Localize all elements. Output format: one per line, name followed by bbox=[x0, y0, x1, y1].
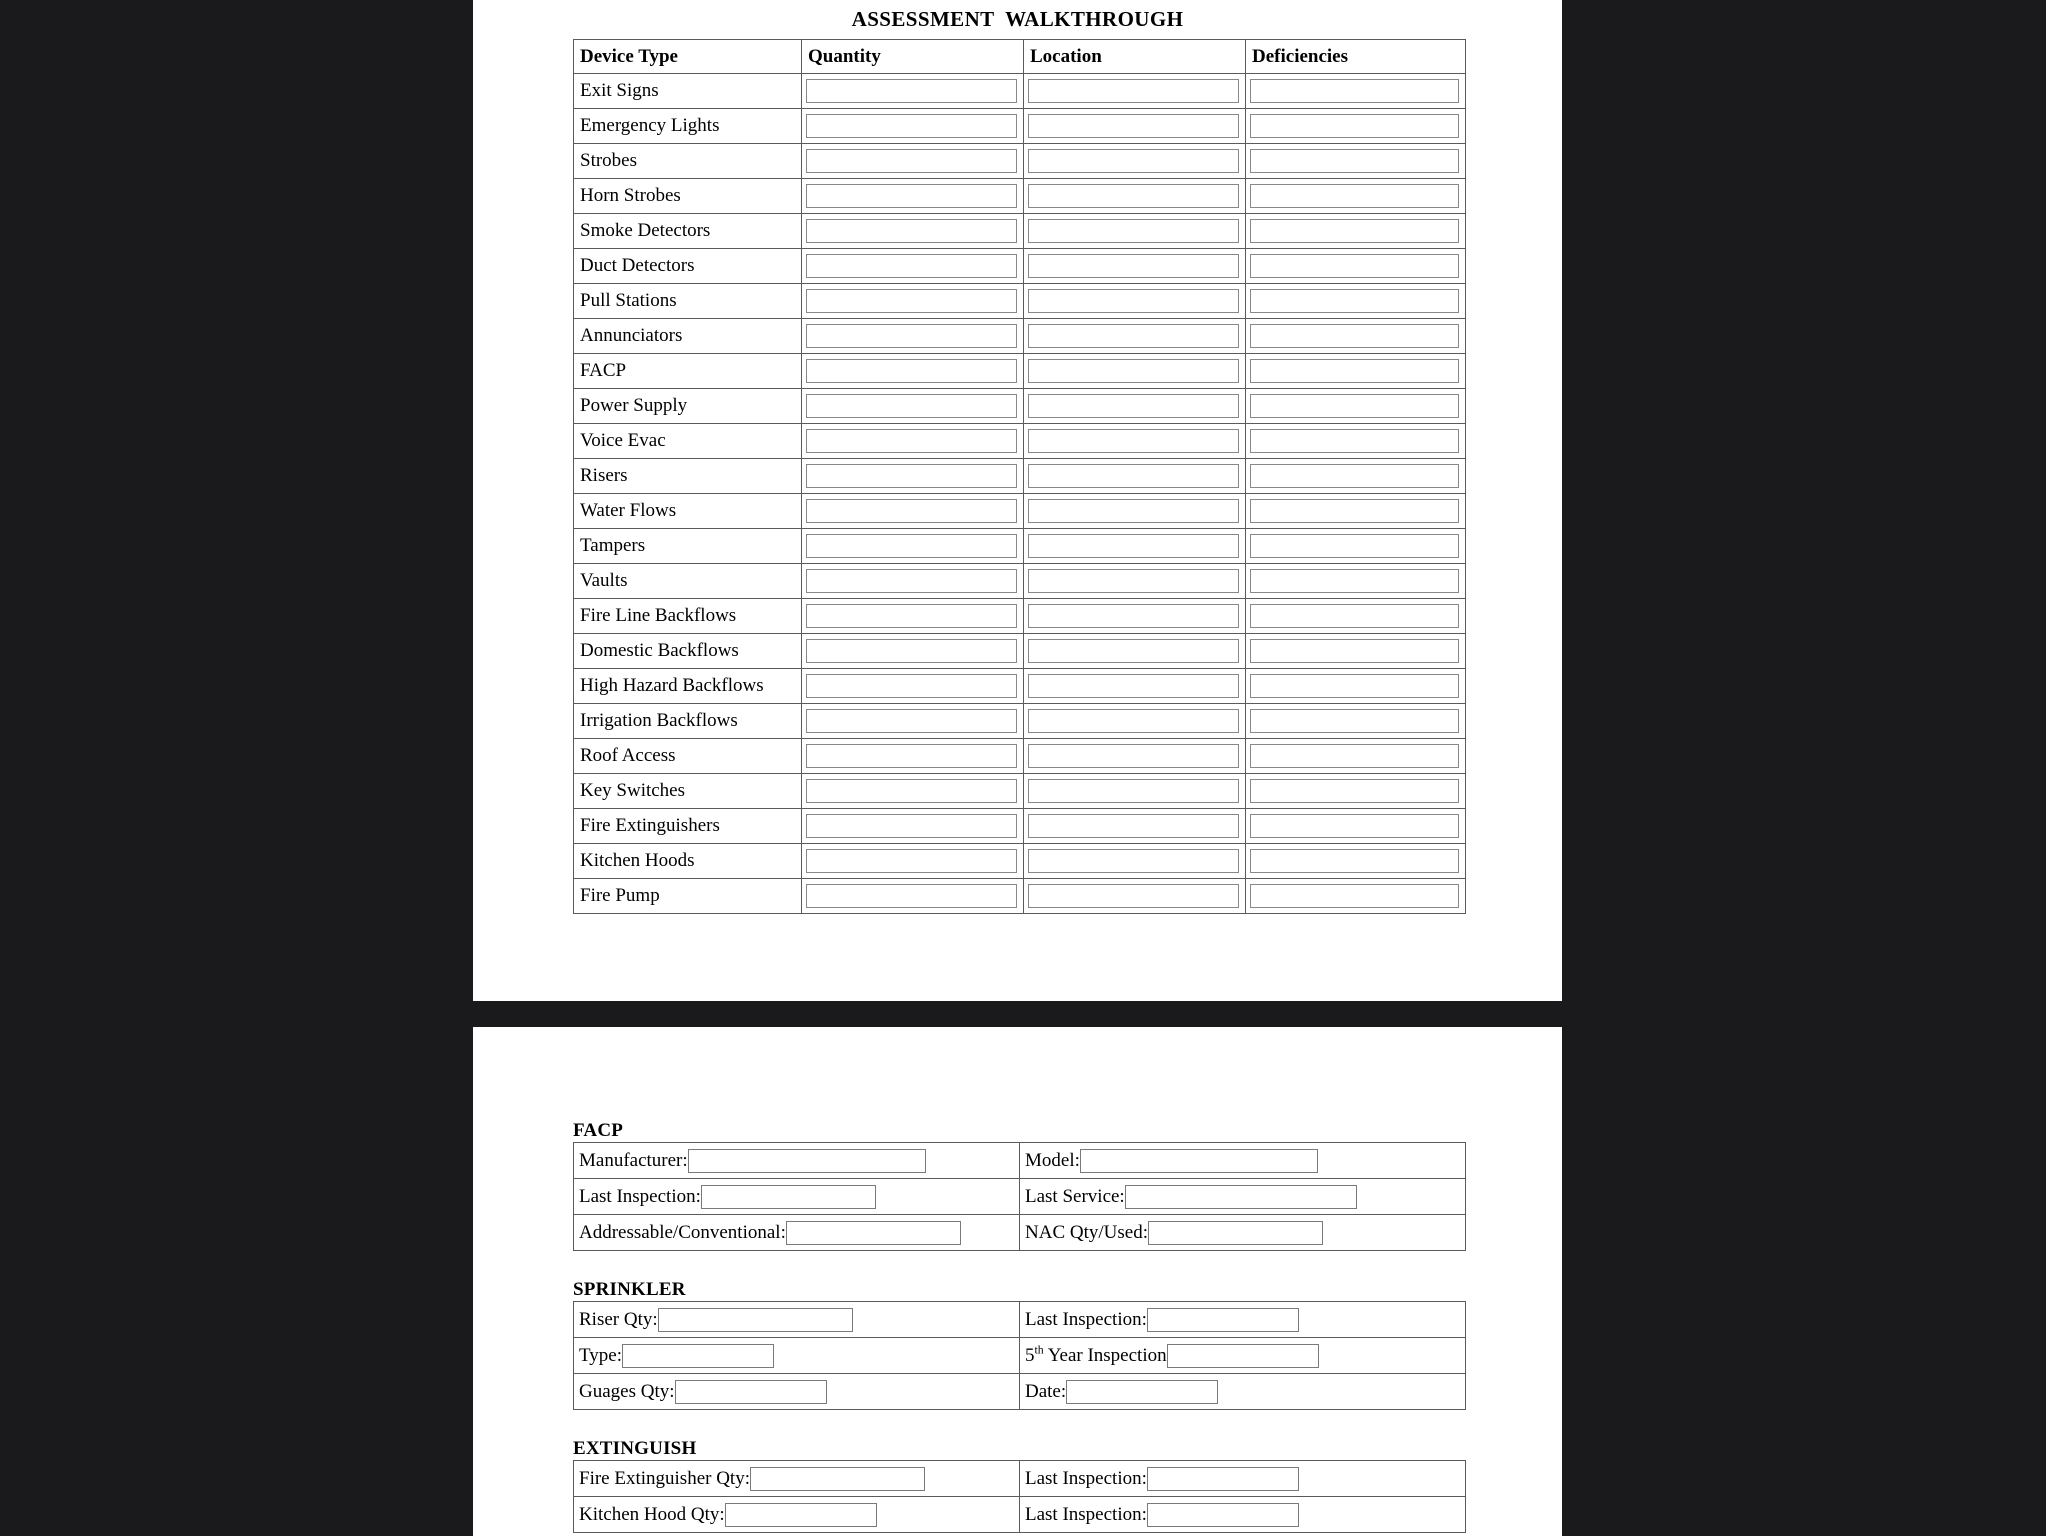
location-cell bbox=[1024, 669, 1246, 704]
deficiencies-input[interactable] bbox=[1250, 674, 1459, 698]
deficiencies-cell bbox=[1246, 249, 1466, 284]
deficiencies-input[interactable] bbox=[1250, 359, 1459, 383]
location-input[interactable] bbox=[1028, 79, 1239, 103]
quantity-input[interactable] bbox=[806, 744, 1017, 768]
location-cell bbox=[1024, 494, 1246, 529]
deficiencies-cell bbox=[1246, 354, 1466, 389]
deficiencies-cell bbox=[1246, 634, 1466, 669]
field-label: Last Inspection: bbox=[1025, 1309, 1147, 1330]
table-row bbox=[574, 704, 1466, 739]
quantity-cell bbox=[802, 424, 1024, 459]
deficiencies-input[interactable] bbox=[1250, 254, 1459, 278]
quantity-cell bbox=[802, 564, 1024, 599]
quantity-input[interactable] bbox=[806, 429, 1017, 453]
quantity-cell bbox=[802, 669, 1024, 704]
quantity-input[interactable] bbox=[806, 569, 1017, 593]
location-input[interactable] bbox=[1028, 674, 1239, 698]
location-input[interactable] bbox=[1028, 114, 1239, 138]
deficiencies-cell bbox=[1246, 704, 1466, 739]
location-cell bbox=[1024, 459, 1246, 494]
deficiencies-input[interactable] bbox=[1250, 184, 1459, 208]
table-row bbox=[574, 459, 1466, 494]
table-row bbox=[574, 179, 1466, 214]
location-cell bbox=[1024, 774, 1246, 809]
location-cell bbox=[1024, 214, 1246, 249]
quantity-cell bbox=[802, 879, 1024, 914]
page-2 bbox=[473, 1027, 1562, 1536]
deficiencies-input[interactable] bbox=[1250, 219, 1459, 243]
field-label: Last Inspection: bbox=[1025, 1468, 1147, 1489]
quantity-cell bbox=[802, 704, 1024, 739]
deficiencies-cell bbox=[1246, 214, 1466, 249]
deficiencies-cell bbox=[1246, 494, 1466, 529]
quantity-input[interactable] bbox=[806, 639, 1017, 663]
location-cell bbox=[1024, 809, 1246, 844]
deficiencies-cell bbox=[1246, 424, 1466, 459]
location-input[interactable] bbox=[1028, 884, 1239, 908]
column-header-device-type: Device Type bbox=[574, 40, 802, 74]
deficiencies-cell bbox=[1246, 529, 1466, 564]
location-input[interactable] bbox=[1028, 254, 1239, 278]
field-input[interactable] bbox=[622, 1344, 774, 1368]
deficiencies-input[interactable] bbox=[1250, 394, 1459, 418]
quantity-input[interactable] bbox=[806, 324, 1017, 348]
form-row bbox=[574, 1497, 1466, 1533]
quantity-cell bbox=[802, 144, 1024, 179]
quantity-cell bbox=[802, 214, 1024, 249]
location-cell bbox=[1024, 74, 1246, 109]
quantity-cell bbox=[802, 529, 1024, 564]
location-input[interactable] bbox=[1028, 464, 1239, 488]
quantity-input[interactable] bbox=[806, 79, 1017, 103]
form-cell-right bbox=[1020, 1461, 1466, 1497]
deficiencies-input[interactable] bbox=[1250, 604, 1459, 628]
form-cell-right bbox=[1020, 1179, 1466, 1215]
device-type-label: Kitchen Hoods bbox=[574, 844, 802, 879]
field-input[interactable] bbox=[688, 1149, 926, 1173]
quantity-input[interactable] bbox=[806, 114, 1017, 138]
form-cell-left bbox=[574, 1497, 1020, 1533]
field-label: Riser Qty: bbox=[579, 1309, 658, 1330]
form-cell-right bbox=[1020, 1374, 1466, 1410]
form-cell-right bbox=[1020, 1302, 1466, 1338]
page-title: ASSESSMENT WALKTHROUGH bbox=[851, 7, 1184, 31]
deficiencies-cell bbox=[1246, 809, 1466, 844]
location-cell bbox=[1024, 599, 1246, 634]
device-type-label: Irrigation Backflows bbox=[574, 704, 802, 739]
deficiencies-cell bbox=[1246, 879, 1466, 914]
deficiencies-input[interactable] bbox=[1250, 464, 1459, 488]
device-type-label: Annunciators bbox=[574, 319, 802, 354]
device-type-label: Exit Signs bbox=[574, 74, 802, 109]
page-1 bbox=[473, 0, 1562, 1001]
device-type-label: Pull Stations bbox=[574, 284, 802, 319]
table-row bbox=[574, 284, 1466, 319]
location-input[interactable] bbox=[1028, 709, 1239, 733]
location-cell bbox=[1024, 319, 1246, 354]
field-input[interactable] bbox=[701, 1185, 876, 1209]
location-cell bbox=[1024, 529, 1246, 564]
table-row bbox=[574, 74, 1466, 109]
device-type-label: Key Switches bbox=[574, 774, 802, 809]
location-input[interactable] bbox=[1028, 219, 1239, 243]
deficiencies-cell bbox=[1246, 109, 1466, 144]
table-row bbox=[574, 809, 1466, 844]
deficiencies-input[interactable] bbox=[1250, 709, 1459, 733]
form-cell-right bbox=[1020, 1497, 1466, 1533]
table-row bbox=[574, 389, 1466, 424]
location-cell bbox=[1024, 739, 1246, 774]
quantity-cell bbox=[802, 774, 1024, 809]
location-cell bbox=[1024, 284, 1246, 319]
deficiencies-cell bbox=[1246, 599, 1466, 634]
quantity-input[interactable] bbox=[806, 359, 1017, 383]
extinguish-table-body bbox=[574, 1461, 1466, 1533]
location-cell bbox=[1024, 704, 1246, 739]
table-row bbox=[574, 214, 1466, 249]
deficiencies-input[interactable] bbox=[1250, 289, 1459, 313]
deficiencies-cell bbox=[1246, 774, 1466, 809]
deficiencies-input[interactable] bbox=[1250, 569, 1459, 593]
form-cell-left bbox=[574, 1179, 1020, 1215]
facp-table-body bbox=[574, 1143, 1466, 1251]
quantity-input[interactable] bbox=[806, 289, 1017, 313]
form-cell-left bbox=[574, 1302, 1020, 1338]
location-cell bbox=[1024, 564, 1246, 599]
quantity-cell bbox=[802, 284, 1024, 319]
device-type-label: Power Supply bbox=[574, 389, 802, 424]
table-row bbox=[574, 109, 1466, 144]
extinguish-table bbox=[573, 1460, 1466, 1533]
form-row bbox=[574, 1374, 1466, 1410]
deficiencies-input[interactable] bbox=[1250, 114, 1459, 138]
table-row bbox=[574, 564, 1466, 599]
location-input[interactable] bbox=[1028, 744, 1239, 768]
field-input[interactable] bbox=[1147, 1467, 1299, 1491]
deficiencies-cell bbox=[1246, 459, 1466, 494]
form-row bbox=[574, 1179, 1466, 1215]
section-heading-facp: FACP bbox=[573, 1120, 624, 1141]
form-row bbox=[574, 1302, 1466, 1338]
deficiencies-input[interactable] bbox=[1250, 849, 1459, 873]
quantity-cell bbox=[802, 319, 1024, 354]
location-input[interactable] bbox=[1028, 499, 1239, 523]
location-input[interactable] bbox=[1028, 324, 1239, 348]
quantity-input[interactable] bbox=[806, 149, 1017, 173]
location-input[interactable] bbox=[1028, 639, 1239, 663]
quantity-input[interactable] bbox=[806, 779, 1017, 803]
quantity-cell bbox=[802, 599, 1024, 634]
quantity-cell bbox=[802, 179, 1024, 214]
section-heading-sprinkler: SPRINKLER bbox=[573, 1279, 686, 1300]
table-row bbox=[574, 424, 1466, 459]
field-label: Last Inspection: bbox=[1025, 1504, 1147, 1525]
location-input[interactable] bbox=[1028, 149, 1239, 173]
field-input[interactable] bbox=[1125, 1185, 1357, 1209]
deficiencies-cell bbox=[1246, 564, 1466, 599]
device-type-label: Smoke Detectors bbox=[574, 214, 802, 249]
location-cell bbox=[1024, 844, 1246, 879]
field-input[interactable] bbox=[750, 1467, 925, 1491]
assessment-walkthrough-table bbox=[573, 39, 1466, 914]
deficiencies-cell bbox=[1246, 284, 1466, 319]
location-cell bbox=[1024, 179, 1246, 214]
device-type-label: Tampers bbox=[574, 529, 802, 564]
device-type-label: Voice Evac bbox=[574, 424, 802, 459]
location-input[interactable] bbox=[1028, 569, 1239, 593]
deficiencies-input[interactable] bbox=[1250, 639, 1459, 663]
column-header-location: Location bbox=[1024, 40, 1246, 74]
quantity-cell bbox=[802, 844, 1024, 879]
form-cell-left bbox=[574, 1374, 1020, 1410]
sprinkler-table-body bbox=[574, 1302, 1466, 1410]
device-type-label: Emergency Lights bbox=[574, 109, 802, 144]
form-cell-right bbox=[1020, 1143, 1466, 1179]
field-input[interactable] bbox=[675, 1380, 827, 1404]
device-type-label: Roof Access bbox=[574, 739, 802, 774]
column-header-quantity: Quantity bbox=[802, 40, 1024, 74]
form-cell-left bbox=[574, 1461, 1020, 1497]
quantity-input[interactable] bbox=[806, 604, 1017, 628]
table-header-row bbox=[574, 40, 1466, 74]
field-input[interactable] bbox=[1147, 1503, 1299, 1527]
location-input[interactable] bbox=[1028, 359, 1239, 383]
table-row bbox=[574, 879, 1466, 914]
quantity-input[interactable] bbox=[806, 254, 1017, 278]
location-input[interactable] bbox=[1028, 779, 1239, 803]
deficiencies-cell bbox=[1246, 739, 1466, 774]
device-type-label: FACP bbox=[574, 354, 802, 389]
quantity-cell bbox=[802, 354, 1024, 389]
form-row bbox=[574, 1215, 1466, 1251]
field-label: Manufacturer: bbox=[579, 1150, 688, 1171]
form-cell-right bbox=[1020, 1338, 1466, 1374]
location-cell bbox=[1024, 634, 1246, 669]
form-row bbox=[574, 1338, 1466, 1374]
field-label: Fire Extinguisher Qty: bbox=[579, 1468, 750, 1489]
deficiencies-cell bbox=[1246, 319, 1466, 354]
field-input[interactable] bbox=[1147, 1308, 1299, 1332]
quantity-cell bbox=[802, 389, 1024, 424]
quantity-input[interactable] bbox=[806, 709, 1017, 733]
field-label: Guages Qty: bbox=[579, 1381, 675, 1402]
device-type-label: Fire Pump bbox=[574, 879, 802, 914]
deficiencies-cell bbox=[1246, 74, 1466, 109]
deficiencies-input[interactable] bbox=[1250, 429, 1459, 453]
device-type-label: High Hazard Backflows bbox=[574, 669, 802, 704]
field-label: Date: bbox=[1025, 1381, 1067, 1402]
form-cell-left bbox=[574, 1143, 1020, 1179]
table-row bbox=[574, 354, 1466, 389]
deficiencies-cell bbox=[1246, 844, 1466, 879]
quantity-input[interactable] bbox=[806, 534, 1017, 558]
form-row bbox=[574, 1461, 1466, 1497]
location-cell bbox=[1024, 879, 1246, 914]
deficiencies-input[interactable] bbox=[1250, 814, 1459, 838]
form-cell-left bbox=[574, 1338, 1020, 1374]
field-input[interactable] bbox=[725, 1503, 877, 1527]
field-input[interactable] bbox=[1066, 1380, 1218, 1404]
location-input[interactable] bbox=[1028, 534, 1239, 558]
deficiencies-input[interactable] bbox=[1250, 149, 1459, 173]
location-cell bbox=[1024, 424, 1246, 459]
location-cell bbox=[1024, 144, 1246, 179]
device-type-label: Strobes bbox=[574, 144, 802, 179]
quantity-input[interactable] bbox=[806, 464, 1017, 488]
quantity-input[interactable] bbox=[806, 499, 1017, 523]
field-label: Kitchen Hood Qty: bbox=[579, 1504, 725, 1525]
field-input[interactable] bbox=[786, 1221, 961, 1245]
quantity-input[interactable] bbox=[806, 849, 1017, 873]
deficiencies-input[interactable] bbox=[1250, 79, 1459, 103]
table-row bbox=[574, 494, 1466, 529]
table-row bbox=[574, 249, 1466, 284]
quantity-cell bbox=[802, 249, 1024, 284]
table-row bbox=[574, 144, 1466, 179]
deficiencies-input[interactable] bbox=[1250, 324, 1459, 348]
field-label: Type: bbox=[579, 1345, 622, 1366]
deficiencies-cell bbox=[1246, 669, 1466, 704]
location-input[interactable] bbox=[1028, 849, 1239, 873]
field-label: 5th Year Inspection bbox=[1025, 1343, 1167, 1366]
quantity-input[interactable] bbox=[806, 394, 1017, 418]
device-type-label: Fire Extinguishers bbox=[574, 809, 802, 844]
facp-table bbox=[573, 1142, 1466, 1251]
table-row bbox=[574, 529, 1466, 564]
field-input[interactable] bbox=[1148, 1221, 1323, 1245]
field-label: NAC Qty/Used: bbox=[1025, 1222, 1148, 1243]
location-input[interactable] bbox=[1028, 394, 1239, 418]
column-header-deficiencies: Deficiencies bbox=[1246, 40, 1466, 74]
location-input[interactable] bbox=[1028, 289, 1239, 313]
deficiencies-cell bbox=[1246, 389, 1466, 424]
form-row bbox=[574, 1143, 1466, 1179]
device-type-label: Domestic Backflows bbox=[574, 634, 802, 669]
quantity-input[interactable] bbox=[806, 814, 1017, 838]
sprinkler-table bbox=[573, 1301, 1466, 1410]
quantity-input[interactable] bbox=[806, 219, 1017, 243]
device-type-label: Water Flows bbox=[574, 494, 802, 529]
location-input[interactable] bbox=[1028, 184, 1239, 208]
table-row bbox=[574, 599, 1466, 634]
deficiencies-cell bbox=[1246, 179, 1466, 214]
field-label: Model: bbox=[1025, 1150, 1080, 1171]
device-type-label: Vaults bbox=[574, 564, 802, 599]
field-input[interactable] bbox=[1080, 1149, 1318, 1173]
location-cell bbox=[1024, 249, 1246, 284]
device-type-label: Horn Strobes bbox=[574, 179, 802, 214]
quantity-cell bbox=[802, 809, 1024, 844]
location-cell bbox=[1024, 389, 1246, 424]
form-cell-right bbox=[1020, 1215, 1466, 1251]
quantity-cell bbox=[802, 74, 1024, 109]
table-row bbox=[574, 844, 1466, 879]
deficiencies-input[interactable] bbox=[1250, 779, 1459, 803]
table-row bbox=[574, 634, 1466, 669]
device-type-label: Duct Detectors bbox=[574, 249, 802, 284]
form-cell-left bbox=[574, 1215, 1020, 1251]
location-input[interactable] bbox=[1028, 429, 1239, 453]
deficiencies-cell bbox=[1246, 144, 1466, 179]
quantity-cell bbox=[802, 109, 1024, 144]
deficiencies-input[interactable] bbox=[1250, 499, 1459, 523]
field-input[interactable] bbox=[1167, 1344, 1319, 1368]
field-label: Last Inspection: bbox=[579, 1186, 701, 1207]
deficiencies-input[interactable] bbox=[1250, 884, 1459, 908]
deficiencies-input[interactable] bbox=[1250, 744, 1459, 768]
quantity-cell bbox=[802, 739, 1024, 774]
location-cell bbox=[1024, 354, 1246, 389]
quantity-cell bbox=[802, 634, 1024, 669]
location-input[interactable] bbox=[1028, 814, 1239, 838]
table-row bbox=[574, 669, 1466, 704]
table-row bbox=[574, 774, 1466, 809]
field-label: Last Service: bbox=[1025, 1186, 1125, 1207]
location-input[interactable] bbox=[1028, 604, 1239, 628]
device-type-label: Risers bbox=[574, 459, 802, 494]
deficiencies-input[interactable] bbox=[1250, 534, 1459, 558]
table-body bbox=[574, 74, 1466, 914]
quantity-input[interactable] bbox=[806, 674, 1017, 698]
device-type-label: Fire Line Backflows bbox=[574, 599, 802, 634]
table-row bbox=[574, 739, 1466, 774]
table-row bbox=[574, 319, 1466, 354]
quantity-input[interactable] bbox=[806, 184, 1017, 208]
section-heading-extinguish: EXTINGUISH bbox=[573, 1438, 697, 1459]
quantity-cell bbox=[802, 459, 1024, 494]
field-label: Addressable/Conventional: bbox=[579, 1222, 786, 1243]
quantity-input[interactable] bbox=[806, 884, 1017, 908]
field-input[interactable] bbox=[658, 1308, 853, 1332]
location-cell bbox=[1024, 109, 1246, 144]
quantity-cell bbox=[802, 494, 1024, 529]
